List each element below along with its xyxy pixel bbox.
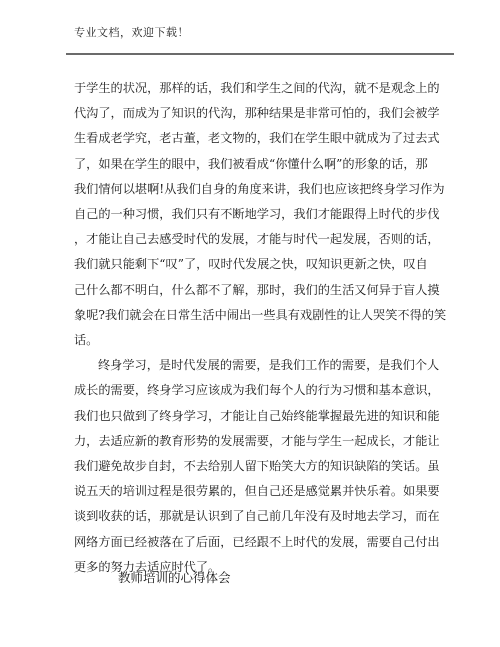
document-body <box>74 76 450 580</box>
text-line: 网络方面已经被落在了后面，已经跟不上时代的发展，需要自己付出 <box>74 534 440 549</box>
text-line: 代沟了，而成为了知识的代沟，那种结果是非常可怕的，我们会被学 <box>74 106 440 121</box>
text-line: 于学生的状况，那样的话，我们和学生之间的代沟，就不是观念上的 <box>74 81 440 95</box>
text-line: 力，去适应新的教育形势的发展需要，才能与学生一起成长，才能让 <box>74 433 440 448</box>
paragraph-2 <box>74 353 450 580</box>
header-divider <box>66 53 454 55</box>
text-line: 己什么都不明白，什么都不了解，那时，我们的生活又何异于盲人摸 <box>74 282 440 297</box>
paragraph-1 <box>74 76 450 353</box>
text-line: 我们就只能剩下“叹”了，叹时代发展之快，叹知识更新之快，叹自 <box>74 257 428 272</box>
text-line: 自己的一种习惯，我们只有不断地学习，我们才能跟得上时代的步伐 <box>74 207 440 222</box>
text-line: 谈到收获的话，那就是认识到了自己前几年没有及时地去学习，而在 <box>74 509 440 524</box>
page-header: 专业文档，欢迎下载！ <box>74 26 189 39</box>
text-line: 说五天的培训过程是很劳累的，但自己还是感觉累并快乐着。如果要 <box>74 484 440 499</box>
text-line: ，才能让自己去感受时代的发展，才能与时代一起发展，否则的话， <box>74 232 440 247</box>
text-line: 话。 <box>74 333 99 348</box>
text-line: 我们避免故步自封，不去给别人留下贻笑大方的知识缺陷的笑话。虽 <box>74 459 440 474</box>
text-line: 我们也只做到了终身学习，才能让自己始终能掌握最先进的知识和能 <box>74 408 440 423</box>
text-line: 生看成老学究，老古董，老文物的，我们在学生眼中就成为了过去式 <box>74 131 440 146</box>
text-line: 象呢?我们就会在日常生活中闹出一些具有戏剧性的让人哭笑不得的笑 <box>74 307 447 322</box>
text-line: 终身学习，是时代发展的需要，是我们工作的需要，是我们个人 <box>98 358 440 373</box>
text-line: 更多的努力去适应时代了。 <box>74 559 221 574</box>
text-line: 成长的需要，终身学习应该成为我们每个人的行为习惯和基本意识， <box>74 383 440 398</box>
text-line: 我们情何以堪啊!从我们自身的角度来讲，我们也应该把终身学习作为 <box>74 181 445 196</box>
text-line: 了，如果在学生的眼中，我们被看成“你懂什么啊”的形象的话，那 <box>74 156 428 171</box>
section-title: 教师培训的心得体会 <box>118 570 231 585</box>
